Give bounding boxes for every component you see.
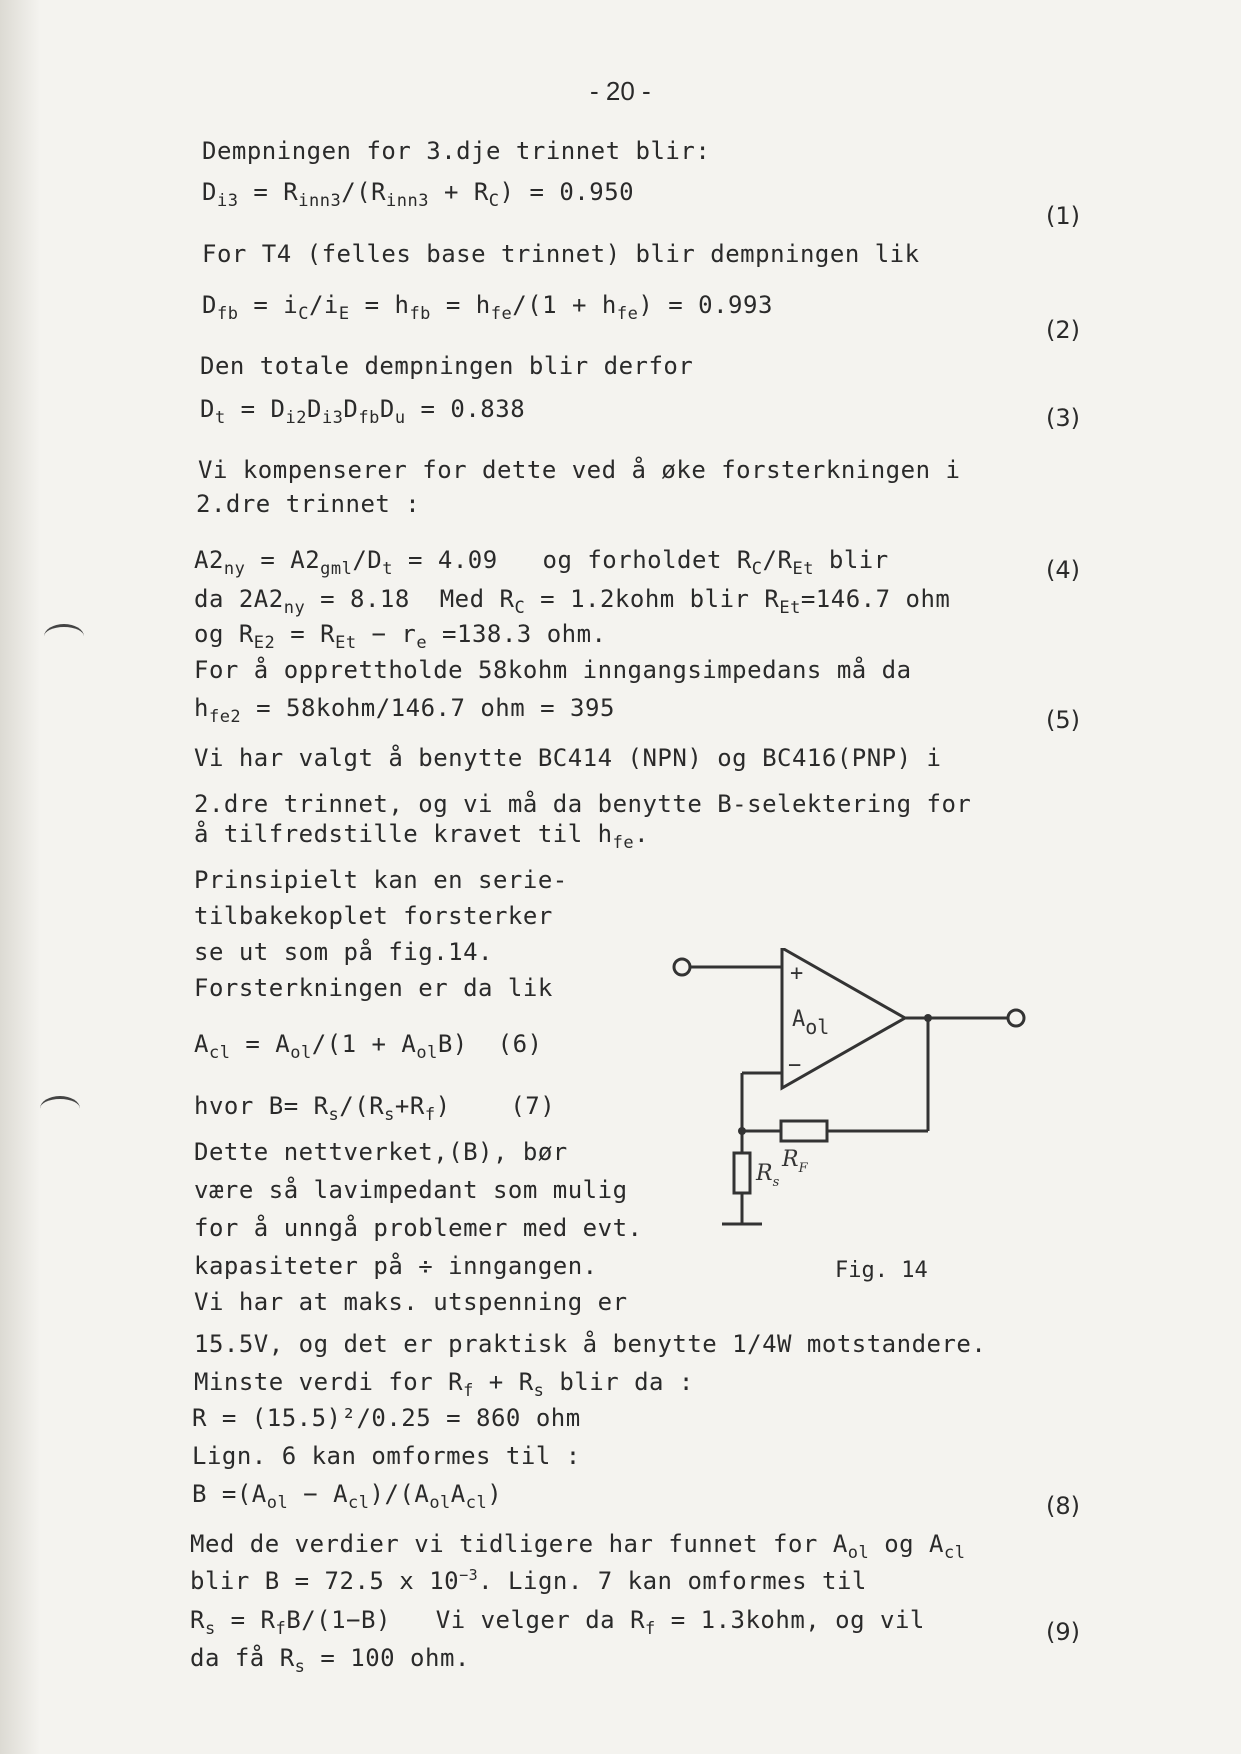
equation-number: (3)	[1046, 404, 1080, 432]
text-line: Dette nettverket,(B), bør	[194, 1138, 568, 1166]
punch-mark-top	[44, 624, 84, 649]
equation-line: hvor $B= R_s/(R_s+R_f)$ (7)	[194, 1092, 556, 1125]
junction-dot	[924, 1014, 932, 1022]
text-line: Vi har valgt å benytte BC414 (NPN) og BC416(PNP) i	[194, 744, 942, 772]
text-line: å tilfredstille kravet til $h_{fe}$.	[194, 820, 650, 853]
text-line: Prinsipielt kan en serie-	[194, 866, 568, 894]
opamp-label: Aol	[792, 1007, 830, 1039]
equation-number: (8)	[1046, 1492, 1080, 1520]
punch-mark-bottom	[40, 1096, 80, 1121]
text-line: Vi har at maks. utspenning er	[194, 1288, 628, 1316]
equation-number: (4)	[1046, 556, 1080, 584]
text-line: for å unngå problemer med evt.	[194, 1214, 643, 1242]
equation-number: (1)	[1046, 202, 1080, 230]
rs-label: $R_s$	[756, 1161, 780, 1190]
rf-resistor	[781, 1121, 827, 1141]
equation-line: $D_{i3} = R_{inn3}/(R_{inn3} + R_C) = 0.950$	[202, 178, 635, 211]
text-line: Forsterkningen er da lik	[194, 974, 553, 1002]
text-line: 2.dre trinnet, og vi må da benytte B-selektering for	[194, 790, 972, 818]
opamp-circuit-diagram	[660, 948, 1030, 1238]
equation-line: $R_s = R_fB/(1-B)$ Vi velger da $R_f$ = 1.3kohm, og vil	[190, 1606, 925, 1639]
rf-label: $R_F$	[782, 1147, 808, 1176]
equation-line: $D_t = D_{i2}D_{i3}D_{fb}D_u = 0.838$	[200, 395, 526, 428]
text-line: være så lavimpedant som mulig	[194, 1176, 628, 1204]
text-line: For T4 (felles base trinnet) blir dempningen lik	[202, 240, 920, 268]
equation-line: $B =(A_{ol} - A_{cl})/(A_{ol}A_{cl})$	[192, 1480, 503, 1513]
equation-line: $h_{fe2}$ = 58kohm/146.7 ohm = 395	[194, 694, 615, 727]
text-line: Med de verdier vi tidligere har funnet for $A_{ol}$ og $A_{cl}$	[190, 1530, 966, 1563]
equation-number: (5)	[1046, 706, 1080, 734]
input-terminal	[674, 959, 690, 975]
rs-resistor	[734, 1153, 750, 1193]
equation-line: $A2_{ny} = A2_{gml}/D_t = 4.09$ og forholdet $R_C/R_{Et}$ blir	[194, 546, 889, 579]
text-line: 2.dre trinnet :	[196, 490, 421, 518]
equation-line: $A_{cl} = A_{ol}/(1 + A_{ol}B)$ (6)	[194, 1030, 543, 1063]
text-line: Den totale dempningen blir derfor	[200, 352, 694, 380]
text-line: 15.5V, og det er praktisk å benytte 1/4W motstandere.	[194, 1330, 987, 1358]
output-terminal	[1008, 1010, 1024, 1026]
equation-line: $D_{fb} = i_C/i_E = h_{fb} = h_{fe}/(1 + h_{fe}) = 0.993$	[202, 291, 773, 324]
page-edge-shadow	[0, 0, 40, 1754]
equation-line: da få $R_s = 100$ ohm.	[190, 1644, 470, 1677]
equation-line: da $2A2_{ny} = 8.18$ Med $R_C$ = 1.2kohm blir $R_{Et}=146.7$ ohm	[194, 585, 951, 618]
equation-line: og $R_{E2} = R_{Et} - r_e =138.3$ ohm.	[194, 620, 607, 653]
equation-number: (9)	[1046, 1618, 1080, 1646]
text-line: tilbakekoplet forsterker	[194, 902, 553, 930]
equation-line: blir B = 72.5 x $10^{-3}$. Lign. 7 kan omformes til	[190, 1566, 867, 1595]
text-line: Vi kompenserer for dette ved å øke forsterkningen i	[198, 456, 961, 484]
text-line: kapasiteter på ÷ inngangen.	[194, 1252, 598, 1280]
equation-line: R = (15.5)²/0.25 = 860 ohm	[192, 1404, 581, 1432]
text-line: Dempningen for 3.dje trinnet blir:	[202, 137, 711, 165]
figure-caption: Fig. 14	[835, 1258, 928, 1283]
minus-sign: −	[788, 1053, 802, 1078]
text-line: For å opprettholde 58kohm inngangsimpedans må da	[194, 656, 912, 684]
page-number: - 20 -	[590, 76, 651, 106]
junction-dot	[738, 1127, 746, 1135]
text-line: Lign. 6 kan omformes til :	[192, 1442, 581, 1470]
plus-sign: +	[790, 961, 804, 986]
equation-line: Minste verdi for $R_f + R_s$ blir da :	[194, 1368, 694, 1401]
text-line: se ut som på fig.14.	[194, 938, 493, 966]
equation-number: (2)	[1046, 316, 1080, 344]
